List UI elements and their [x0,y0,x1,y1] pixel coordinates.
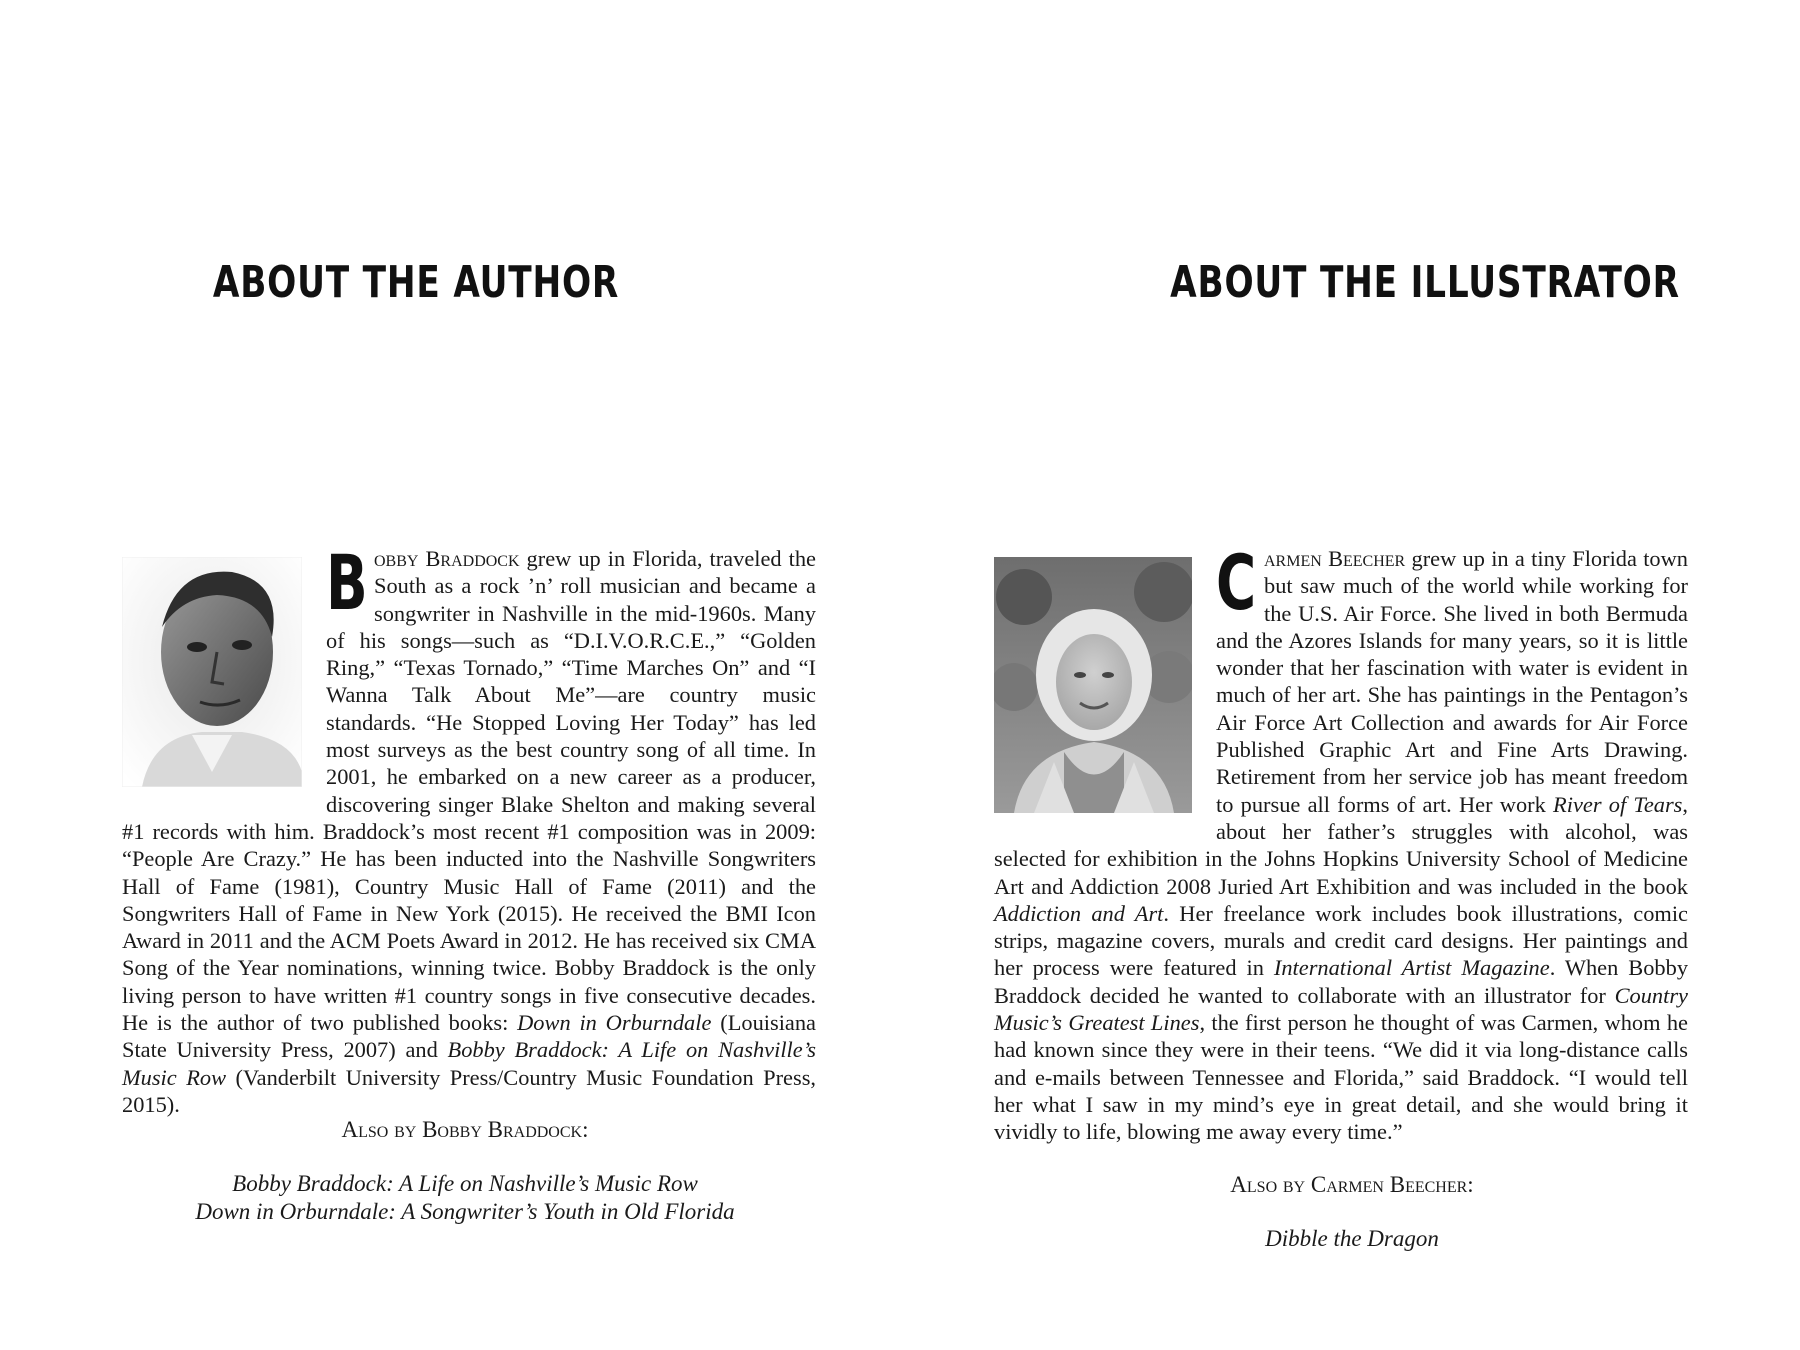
author-dropcap: B [326,538,368,627]
author-name: obby Braddock [374,546,520,571]
author-books-list [30,1170,900,1226]
illustrator-heading: ABOUT THE ILLUSTRATOR [1170,257,1680,308]
illustrator-also-by: Also by Carmen Beecher: [1230,1172,1474,1197]
illustrator-bio-text-4: . When Bobby Braddock decided he wanted to collaborate with an illustrator for [994,955,1689,1008]
illustrator-books-list [904,1225,1800,1253]
author-book-ref-2: Bobby Braddock: A Life on Nashville’s Music Row [122,1037,816,1090]
illustrator-magazine-title: International Artist Magazine [1273,955,1550,981]
author-bio-text-3: (Vanderbilt University Press/Country Music Foundation Press, 2015). [122,1064,817,1117]
illustrator-bio-text-5: , the first person he thought of was Carmen, whom he had known since they were in their teens. “We did it via long-distance calls and e-mails between Tennessee and Florida,” said Braddock. “I would tell her what I saw in my mind’s eye in great detail, and she would bring it vividly to life, blowing me away every time.” [994,1010,1688,1145]
author-book-item: Down in Orburndale: A Songwriter’s Youth in Old Florida [195,1199,735,1224]
illustrator-bio-text-2: , about her father’s struggles with alcohol, was selected for exhibition in the Johns Hopkins University School of Medicine Art and Addiction 2008 Juried Art Exhibition and was included in the book [994,791,1688,899]
illustrator-book-title: Addiction and Art [994,900,1164,926]
illustrator-bio-text-3: . Her freelance work includes book illustrations, comic strips, magazine covers, murals and credit card designs. Her paintings and her process were featured in [994,900,1688,981]
illustrator-name: armen Beecher [1264,546,1406,571]
illustrator-book-item: Dibble the Dragon [1265,1226,1439,1251]
illustrator-portrait-icon [994,557,1192,813]
author-also-by: Also by Bobby Braddock: [341,1117,589,1142]
author-portrait-icon [122,557,302,787]
illustrator-work-title: River of Tears [1553,791,1683,817]
author-book-item: Bobby Braddock: A Life on Nashville’s Music Row [232,1171,698,1196]
author-book-ref-1: Down in Orburndale [517,1010,712,1036]
author-bio [122,538,817,1118]
illustrator-dropcap: C [1216,538,1257,627]
author-heading: ABOUT THE AUTHOR [212,257,620,308]
illustrator-bio [994,538,1689,1146]
illustrator-bio-text-1: grew up in a tiny Florida town but saw much of the world while working for the U.S. Air Force. She lived in both Bermuda and the Azores Islands for many years, so it is little wonder that her fascination with water is evident in much of her art. She has paintings in the Pentagon’s Air Force Art Collection and awards for Air Force Published Graphic Art and Fine Arts Drawing. Retirement from her service job has meant freedom to pursue all forms of art. Her work [1216,546,1688,817]
illustrator-project-title: Country Music’s Greatest Lines [994,982,1688,1036]
author-bio-text-1: grew up in Florida, traveled the South as a rock ’n’ roll musician and became a songwriter in Nashville in the mid-1960s. Many of his songs—such as “D.I.V.O.R.C.E.,” “Golden Ring,” “Texas Tornado,” “Time Marches On” and “I Wanna Talk About Me”—are country music standards. “He Stopped Loving Her Today” has led most surveys as the best country song of all time. In 2001, he embarked on a new career as a producer, discovering singer Blake Shelton and making several #1 records with him. Braddock’s most recent #1 composition was in 2009: “People Are Crazy.” He has been inducted into the Nashville Songwriters Hall of Fame (1981), Country Music Hall of Fame (2011) and the Songwriters Hall of Fame in New York (2015). He received the BMI Icon Award in 2011 and the ACM Poets Award in 2012. He has received six CMA Song of the Year nominations, winning twice. Bobby Braddock is the only living person to have written #1 country songs in five consecutive decades. He is the author of two published books: [122,546,816,1036]
author-bio-text-2: (Louisiana State University Press, 2007) and [122,1010,816,1063]
illustrator-page [900,0,1800,1350]
